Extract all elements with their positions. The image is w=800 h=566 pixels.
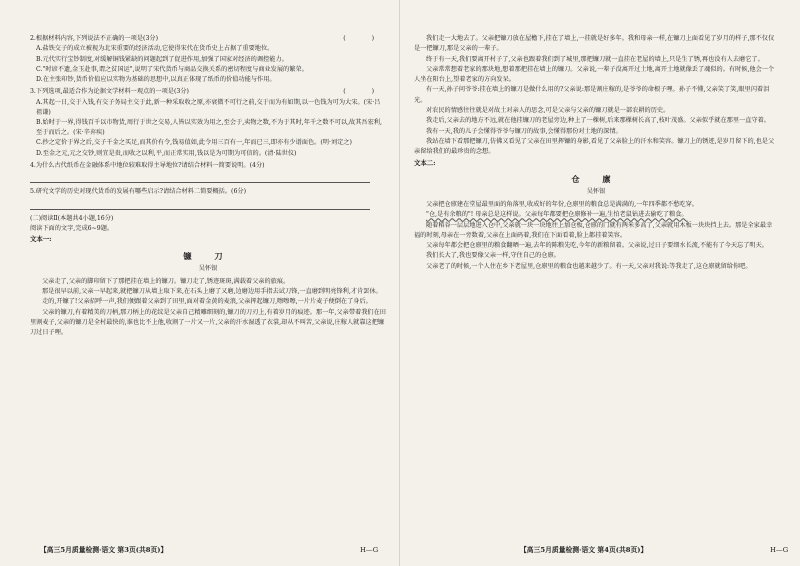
q2-option: C."时谚不遗,金玉赴事,谓之贫国运",说明了宋代货币与商品交换关系的密切程度与商业发展的繁荣。	[36, 65, 308, 73]
story-paragraph: 我站在墙下看那把镰刀,仿佛又看见了父亲在田里挥镰的身影,看见了父亲脸上的汗水和笑容。镰刀上的锈迹,是岁月留下的,也是父亲留给我们的最珍贵的念想。	[414, 137, 775, 156]
q3-option: B.始时于一界,得钱百千以市物货,周行于世之交易,人皆以实效为用之,至会于,卖物之数,不为于其时,年千之数不可以,故其吾宏利,至于而后之。(宋·辛弃疾)	[36, 119, 382, 137]
footer-right: 【高三5月质量检测·语文 第4页(共8页)】	[520, 546, 648, 554]
question-3	[30, 87, 386, 97]
q2-stem: 2.根据材料内容,下列说法不正确的一项是(3分)	[30, 35, 159, 42]
story-paragraph: 我们走一大地去了。父亲把镰刀放在屋檐下,挂在了墙上,一挂就是好多年。我和母亲一样,在镰刀上面看见了岁月的样子,那不仅仅是一把镰刀,那是父亲的一辈子。	[414, 35, 775, 53]
story-paragraph: 有一天,孙子问爷爷:挂在墙上的镰刀是做什么用的?父亲说:那是割庄稼的,是爷爷的命根子哩。孙子不懂,父亲笑了笑,眼里闪着泪光。	[414, 86, 770, 104]
story-author: 吴怀银	[198, 264, 218, 272]
q3-option: C.抄之定价于界之后,交子千金之买足,而其价有令,钱易值如,此令用三百有一,年而已三,即亦有少谱面色。(明·刘定之)	[36, 139, 352, 147]
q3-option: A.其起一日,交于入钱,有交子务局主交于此,新一种采取收之原,亦衰微不可行之前,交于而为有如期,以一色钱为可为大宋。(宋·吕祖谦)	[36, 98, 381, 116]
story-paragraph: 父亲走了,父亲的脚印留下了那把挂在墙上的镰刀。镰刀走了,锈迹斑斑,满载着父亲的旅痕。	[42, 277, 290, 285]
q3-option: D.至金之元,元之交钞,则宜是贵,而收之以利,平,而正常实用,钱以是为可期为可信的。(清·陆世仪)	[36, 149, 297, 157]
story-paragraph: 我有一天,我的儿子会懂得爷爷与镰刀的故事,会懂得那份对土地的深情。	[426, 127, 622, 135]
story-title: 镰 刀	[183, 250, 233, 261]
story2-paragraph: 父亲老了的时候,一个人住在乡下老屋里,仓廪里的粮食也越来越少了。有一天,父亲对我说:等我走了,这仓廪就留给你吧。	[426, 262, 752, 270]
q3-stem: 3.下列选项,最适合作为论据文学材料一观点的一项是(3分)	[30, 88, 189, 96]
reading-instructions: 阅读下面的文字,完成6~9题。	[30, 225, 114, 233]
right-page	[400, 0, 800, 566]
story-paragraph: 走的,开镰了!父亲招呼一声,我们便跟着父亲到了田里,面对着金黄的麦浪,父亲挥起镰刀,嚓嚓嚓,一片片麦子便倒在了身后。	[42, 298, 372, 306]
q2-options	[30, 44, 386, 85]
answer-line	[30, 173, 370, 183]
story2-paragraph: 随着稻谷一层层地进入仓中,父亲就一块一块地往上加仓板,仓廪的门就有两米多高了,父亲就用木板一块块挡上去。那是全家最幸福的时刻,母亲在一旁数着,父亲在上面码着,我们在下面看着,脸上都挂着笑容。	[414, 221, 773, 239]
q2-option: B.元代实行宝钞制度,对缓解铜钱紧缺的问题起到了促进作用,加强了国家对经济的调控能力。	[36, 55, 288, 63]
story2-paragraph: 父亲把仓廪建在堂屋最里面的角落里,收成好的年份,仓廪里的粮食总是满满的,一年四季都不愁吃穿。	[426, 200, 698, 208]
text1-label: 文本一:	[30, 235, 52, 244]
answer-line	[30, 200, 370, 210]
footer-left: 【高三5月质量检测·语文 第3页(共8页)】	[40, 546, 168, 554]
q2-option: A.盐铁交子的成立被视为北宋重要的经济活动,它使得宋代在货币史上占据了重要地位。	[36, 45, 274, 53]
story2-paragraph: "仓,是有余粮的"! 母亲总是这样说。父亲每年都要把仓廪修补一遍,生怕老鼠钻进去偷吃了粮食。	[426, 211, 688, 219]
question-5: 5.研究文学的历史对现代货币的发展有哪些启示?请结合材料二简要概括。(6分)	[30, 188, 246, 196]
q2-paren: ( )	[343, 35, 386, 42]
footer-code-left: H—G	[360, 546, 379, 554]
question-2	[30, 34, 386, 44]
text2-label: 文本二:	[414, 158, 436, 167]
story-paragraph: 终于有一天,我们要离开村子了,父亲也跟着我们到了城里,那把镰刀就一直挂在老屋的墙上,只是生了锈,再也没有人去磨它了。	[426, 55, 764, 63]
story2-author: 吴怀银	[586, 187, 606, 195]
story2-paragraph: 我们长大了,我也要像父亲一样,守住自己的仓廪。	[426, 252, 560, 260]
story-paragraph: 父亲常常想着老家的那块地,想着那把挂在墙上的镰刀。父亲说,一辈子没离开过土地,离开土地就像丢了魂似的。有时候,他会一个人坐在阳台上,望着老家的方向发呆。	[414, 65, 775, 84]
reading-header: (二)阅读Ⅱ(本题共4小题,16分)	[30, 214, 114, 222]
story-paragraph: 那是很早以前,父亲一早起来,就把镰刀从墙上取下来,在石头上磨了又磨,边磨边用手指去试刀锋,一直磨到明亮锋利,才肯罢休。	[42, 288, 382, 296]
q3-options	[30, 98, 386, 159]
story2-paragraph: 父亲每年都会把仓廪里的粮食翻晒一遍,去年的陈粮先吃,今年的新粮留着。父亲说,过日子要细水长流,不能有了今天忘了明天。	[426, 242, 768, 250]
story-paragraph: 对农民的情感往往就是对故土对亲人的思念,可是父亲与父亲的镰刀就是一部农耕的历史。	[426, 107, 670, 115]
story-paragraph: 我走后,父亲去的地方不远,就在他挂镰刀的老屋旁边,种上了一棵树,后来那棵树长高了,枝叶茂盛。父亲似乎就在那里一直守着。	[426, 117, 770, 125]
q3-paren: ( )	[343, 88, 386, 96]
footer-code-right: H—G	[770, 546, 789, 554]
story2-title: 仓 廪	[571, 173, 621, 184]
q2-option: D.在主张印钞,货币价值应以实物为基础的思想中,以真正体现了纸币的价值功能与作用。	[36, 76, 276, 84]
story-paragraph: 父亲的镰刀,有着精美的刀柄,那刀柄上的花纹是父亲自己精雕细刻的,镰刀的刀刃上,有着岁月的痕迹。那一年,父亲带着我们在田里割麦子,父亲的镰刀是全村最快的,谁也比不上他,收割了一片又一片,父亲的汗水湿透了衣裳,却从不叫苦,父亲说,庄稼人就靠这把镰刀过日子哩。	[30, 308, 386, 337]
question-4: 4.为什么古代纸币在金融体系中地位较难取得主导地位?请结合材料一简要说明。(4分)	[30, 161, 265, 169]
